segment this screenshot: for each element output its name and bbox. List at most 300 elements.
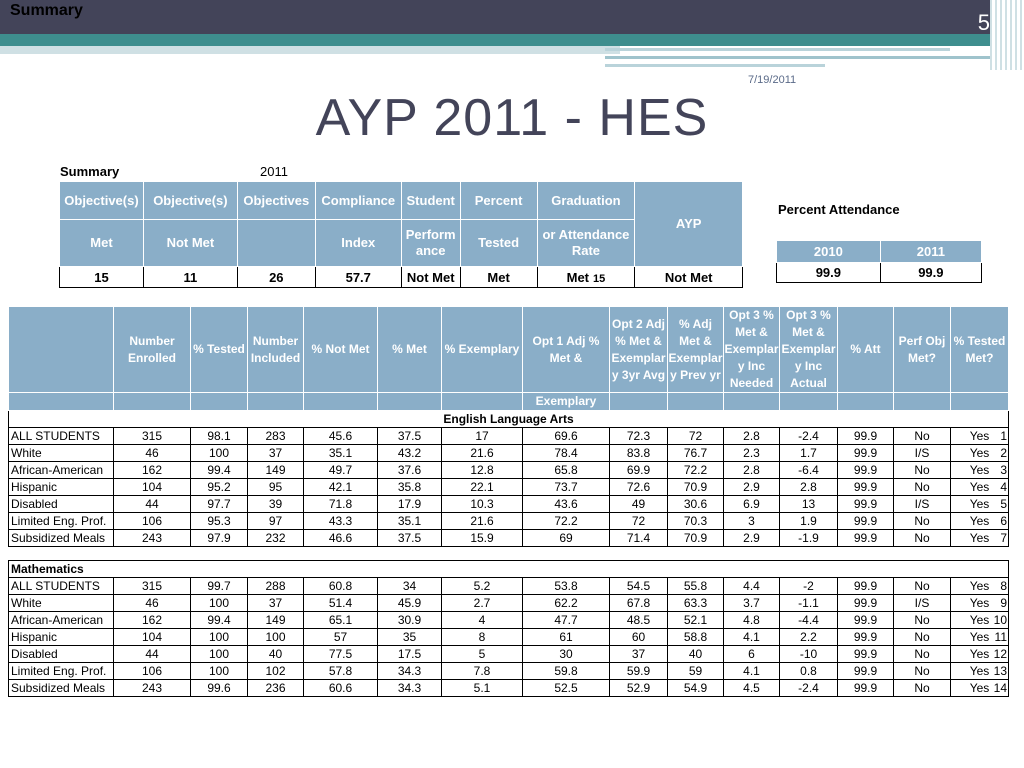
table-cell: 54.9 [668, 680, 724, 697]
table-row [9, 530, 1009, 547]
table-cell: 95.2 [191, 479, 248, 496]
column-header: % Exemplary [442, 307, 523, 393]
table-cell: 49.7 [304, 462, 378, 479]
row-group-label: Limited Eng. Prof. [9, 663, 114, 680]
slide-number: 5 [977, 10, 990, 35]
table-cell: 44 [114, 496, 191, 513]
table-cell: 45.6 [304, 428, 378, 445]
table-cell: I/S [894, 445, 951, 462]
table-cell: 51.4 [304, 595, 378, 612]
table-row [9, 462, 1009, 479]
summary-value: 57.7 [315, 267, 401, 288]
table-row [9, 513, 1009, 530]
summary-header-cell: Percent [460, 182, 537, 220]
table-cell: 49 [610, 496, 668, 513]
table-cell: 37 [610, 646, 668, 663]
table-cell: 57 [304, 629, 378, 646]
summary-header-ayp: AYP [635, 182, 743, 267]
table-row [9, 629, 1009, 646]
tested-met-value: Yes [969, 613, 990, 627]
table-cell: 162 [114, 612, 191, 629]
summary-table [59, 181, 743, 288]
table-cell: 21.6 [442, 513, 523, 530]
table-cell: 72 [610, 513, 668, 530]
tested-met-cell [951, 612, 1009, 629]
row-group-label: White [9, 445, 114, 462]
header-stripes [990, 0, 1024, 70]
table-cell: 44 [114, 646, 191, 663]
summary-value: Not Met [401, 267, 460, 288]
tested-met-cell [951, 496, 1009, 513]
summary-header-cell [237, 220, 315, 267]
column-header-sub: Exemplary [523, 393, 610, 411]
tested-met-cell [951, 629, 1009, 646]
table-cell: 42.1 [304, 479, 378, 496]
tested-met-value: Yes [969, 514, 990, 528]
table-cell: 1.7 [780, 445, 838, 462]
table-cell: 2.9 [724, 479, 780, 496]
table-cell: 17 [442, 428, 523, 445]
table-cell: 54.5 [610, 578, 668, 595]
table-cell: 7.8 [442, 663, 523, 680]
summary-header-cell: Objectives [237, 182, 315, 220]
table-cell: 99.9 [838, 445, 894, 462]
row-index: 10 [993, 613, 1007, 627]
table-cell: 99.9 [838, 513, 894, 530]
row-group-label: African-American [9, 462, 114, 479]
row-index: 5 [1000, 497, 1007, 511]
table-row [9, 646, 1009, 663]
attendance-value: 99.9 [777, 263, 881, 283]
table-cell: 2.9 [724, 530, 780, 547]
row-index: 11 [994, 630, 1007, 644]
tested-met-value: Yes [969, 664, 990, 678]
row-group-label: Disabled [9, 646, 114, 663]
attendance-year: 2011 [880, 241, 981, 263]
table-cell: 46 [114, 595, 191, 612]
table-cell: 98.1 [191, 428, 248, 445]
summary-header-cell: Index [315, 220, 401, 267]
table-cell: 100 [191, 663, 248, 680]
table-cell: 100 [191, 646, 248, 663]
table-cell: 99.9 [838, 629, 894, 646]
table-cell: 4.4 [724, 578, 780, 595]
table-cell: 47.7 [523, 612, 610, 629]
table-cell: 61 [523, 629, 610, 646]
summary-value-graduation [537, 267, 635, 288]
table-cell: 6 [724, 646, 780, 663]
row-group-label: Subsidized Meals [9, 530, 114, 547]
table-row [9, 612, 1009, 629]
table-cell: 2.7 [442, 595, 523, 612]
table-cell: 97.9 [191, 530, 248, 547]
column-header: Opt 3 % Met & Exemplar y Inc Actual [780, 307, 838, 393]
table-cell: 4.1 [724, 629, 780, 646]
math-rows [9, 578, 1009, 697]
table-cell: 53.8 [523, 578, 610, 595]
table-cell: No [894, 428, 951, 445]
column-header: % Tested Met? [951, 307, 1009, 393]
summary-header-cell: Tested [460, 220, 537, 267]
table-cell: 72.6 [610, 479, 668, 496]
tested-met-value: Yes [969, 630, 990, 644]
row-group-label: Hispanic [9, 479, 114, 496]
table-cell: 70.3 [668, 513, 724, 530]
summary-header-cell: Student [401, 182, 460, 220]
column-header [9, 307, 114, 393]
table-cell: 72.2 [523, 513, 610, 530]
table-cell: 99.9 [838, 595, 894, 612]
summary-value: 26 [237, 267, 315, 288]
table-cell: 99.9 [838, 680, 894, 697]
table-cell: 69 [523, 530, 610, 547]
row-index: 1 [1000, 429, 1007, 443]
table-cell: 99.9 [838, 578, 894, 595]
table-cell: 34 [378, 578, 442, 595]
table-cell: 67.8 [610, 595, 668, 612]
table-cell: 4.1 [724, 663, 780, 680]
table-cell: 8 [442, 629, 523, 646]
table-cell: 236 [248, 680, 304, 697]
row-index: 9 [1000, 596, 1007, 610]
table-cell: 99.9 [838, 479, 894, 496]
row-group-label: Hispanic [9, 629, 114, 646]
table-cell: 99.9 [838, 428, 894, 445]
column-header: % Tested [191, 307, 248, 393]
table-row [9, 479, 1009, 496]
table-cell: No [894, 663, 951, 680]
table-cell: 30.9 [378, 612, 442, 629]
table-cell: 5.1 [442, 680, 523, 697]
table-cell: 104 [114, 629, 191, 646]
column-header: Opt 3 % Met & Exemplar y Inc Needed [724, 307, 780, 393]
tested-met-cell [951, 462, 1009, 479]
table-cell: 232 [248, 530, 304, 547]
header-light-band [0, 46, 620, 54]
table-cell: 99.6 [191, 680, 248, 697]
table-cell: 37 [248, 595, 304, 612]
table-cell: 2.8 [724, 428, 780, 445]
table-cell: 4 [442, 612, 523, 629]
table-cell: 99.4 [191, 462, 248, 479]
table-cell: 100 [191, 595, 248, 612]
table-cell: 12.8 [442, 462, 523, 479]
table-cell: 99.7 [191, 578, 248, 595]
table-cell: -10 [780, 646, 838, 663]
table-cell: 65.1 [304, 612, 378, 629]
table-cell: 0.8 [780, 663, 838, 680]
section-spacer [9, 547, 1009, 561]
summary-header-cell: Objective(s) [60, 182, 144, 220]
row-index: 14 [993, 681, 1007, 695]
table-cell: 13 [780, 496, 838, 513]
table-cell: 40 [668, 646, 724, 663]
table-cell: 30.6 [668, 496, 724, 513]
row-index: 6 [1000, 514, 1007, 528]
row-index: 2 [1000, 446, 1007, 460]
table-cell: 100 [191, 629, 248, 646]
table-cell: No [894, 646, 951, 663]
table-cell: 37.6 [378, 462, 442, 479]
tested-met-value: Yes [969, 531, 990, 545]
tested-met-cell [951, 445, 1009, 462]
tested-met-cell [951, 595, 1009, 612]
table-cell: -2 [780, 578, 838, 595]
table-cell: 52.9 [610, 680, 668, 697]
table-cell: I/S [894, 595, 951, 612]
table-cell: 100 [248, 629, 304, 646]
table-cell: 149 [248, 612, 304, 629]
row-group-label: African-American [9, 612, 114, 629]
table-cell: 59 [668, 663, 724, 680]
table-cell: 6.9 [724, 496, 780, 513]
table-cell: 70.9 [668, 479, 724, 496]
table-cell: 76.7 [668, 445, 724, 462]
table-cell: 35.1 [378, 513, 442, 530]
table-cell: 65.8 [523, 462, 610, 479]
summary-heading: Summary [60, 164, 120, 179]
summary-grad-value: Met [566, 269, 590, 285]
column-header: Perf Obj Met? [894, 307, 951, 393]
table-cell: 78.4 [523, 445, 610, 462]
summary-header-cell: Compliance [315, 182, 401, 220]
table-cell: No [894, 629, 951, 646]
table-cell: 73.7 [523, 479, 610, 496]
table-cell: 5.2 [442, 578, 523, 595]
slide-section-label: Summary [10, 2, 83, 19]
tested-met-value: Yes [969, 429, 990, 443]
ela-rows [9, 428, 1009, 547]
table-cell: 99.9 [838, 663, 894, 680]
table-cell: 34.3 [378, 680, 442, 697]
table-cell: 10.3 [442, 496, 523, 513]
column-header: % Adj Met & Exemplar y Prev yr [668, 307, 724, 393]
row-group-label: Subsidized Meals [9, 680, 114, 697]
header-accent-band [0, 34, 1024, 46]
table-cell: 59.9 [610, 663, 668, 680]
row-index: 13 [993, 664, 1007, 678]
table-cell: -1.1 [780, 595, 838, 612]
attendance-year: 2010 [777, 241, 881, 263]
attendance-heading: Percent Attendance [778, 202, 900, 217]
column-header: % Met [378, 307, 442, 393]
table-cell: 2.2 [780, 629, 838, 646]
table-row [9, 663, 1009, 680]
tested-met-cell [951, 530, 1009, 547]
table-cell: 43.3 [304, 513, 378, 530]
table-cell: 71.4 [610, 530, 668, 547]
table-cell: 52.5 [523, 680, 610, 697]
table-cell: 40 [248, 646, 304, 663]
table-cell: 22.1 [442, 479, 523, 496]
table-cell: 99.4 [191, 612, 248, 629]
table-cell: 2.3 [724, 445, 780, 462]
table-cell: 45.9 [378, 595, 442, 612]
table-cell: 43.2 [378, 445, 442, 462]
table-cell: 83.8 [610, 445, 668, 462]
table-cell: 4.5 [724, 680, 780, 697]
table-cell: 162 [114, 462, 191, 479]
column-header: Number Enrolled [114, 307, 191, 393]
attendance-table [776, 240, 982, 283]
table-cell: 35.1 [304, 445, 378, 462]
table-cell: 149 [248, 462, 304, 479]
table-cell: 70.9 [668, 530, 724, 547]
table-cell: 99.9 [838, 612, 894, 629]
table-cell: 55.8 [668, 578, 724, 595]
table-cell: 100 [191, 445, 248, 462]
summary-value: Met [460, 267, 537, 288]
table-cell: 21.6 [442, 445, 523, 462]
table-cell: 104 [114, 479, 191, 496]
header-band [0, 0, 1024, 34]
table-cell: 43.6 [523, 496, 610, 513]
table-cell: 69.9 [610, 462, 668, 479]
tested-met-cell [951, 479, 1009, 496]
tested-met-value: Yes [969, 446, 990, 460]
table-cell: 37 [248, 445, 304, 462]
table-cell: -2.4 [780, 428, 838, 445]
summary-value: 15 [60, 267, 144, 288]
table-cell: 283 [248, 428, 304, 445]
table-cell: 99.9 [838, 646, 894, 663]
table-row [9, 595, 1009, 612]
table-cell: -4.4 [780, 612, 838, 629]
summary-header-cell: Not Met [143, 220, 237, 267]
summary-header-cell: Perform ance [401, 220, 460, 267]
tested-met-value: Yes [969, 480, 990, 494]
table-cell: -2.4 [780, 680, 838, 697]
table-cell: 2.8 [780, 479, 838, 496]
table-cell: 97 [248, 513, 304, 530]
table-cell: 35 [378, 629, 442, 646]
summary-header-cell: or Attendance Rate [537, 220, 635, 267]
header-line-decoration [605, 46, 1024, 70]
column-header: Opt 2 Adj % Met & Exemplar y 3yr Avg [610, 307, 668, 393]
row-group-label: Limited Eng. Prof. [9, 513, 114, 530]
row-group-label: Disabled [9, 496, 114, 513]
column-header: % Att [838, 307, 894, 393]
table-cell: -6.4 [780, 462, 838, 479]
table-cell: -1.9 [780, 530, 838, 547]
summary-header-cell: Objective(s) [143, 182, 237, 220]
summary-value: 11 [143, 267, 237, 288]
tested-met-cell [951, 578, 1009, 595]
table-cell: 34.3 [378, 663, 442, 680]
row-index: 4 [1000, 480, 1007, 494]
tested-met-value: Yes [969, 647, 990, 661]
table-cell: No [894, 479, 951, 496]
row-group-label: White [9, 595, 114, 612]
table-cell: 99.9 [838, 496, 894, 513]
tested-met-cell [951, 663, 1009, 680]
summary-header-cell: Graduation [537, 182, 635, 220]
row-index: 8 [1000, 579, 1007, 593]
table-cell: 288 [248, 578, 304, 595]
table-cell: 52.1 [668, 612, 724, 629]
slide-date: 7/19/2011 [748, 74, 797, 86]
table-cell: 71.8 [304, 496, 378, 513]
tested-met-cell [951, 513, 1009, 530]
table-cell: 2.8 [724, 462, 780, 479]
table-cell: 3.7 [724, 595, 780, 612]
summary-header-cell: Met [60, 220, 144, 267]
table-cell: 37.5 [378, 428, 442, 445]
attendance-value: 99.9 [880, 263, 981, 283]
summary-value-ayp: Not Met [635, 267, 743, 288]
table-cell: 77.5 [304, 646, 378, 663]
table-cell: 15.9 [442, 530, 523, 547]
table-cell: 48.5 [610, 612, 668, 629]
row-index: 3 [1000, 463, 1007, 477]
row-group-label: ALL STUDENTS [9, 428, 114, 445]
table-row [9, 445, 1009, 462]
table-cell: 46 [114, 445, 191, 462]
table-cell: No [894, 680, 951, 697]
tested-met-cell [951, 428, 1009, 445]
table-cell: 97.7 [191, 496, 248, 513]
table-cell: 58.8 [668, 629, 724, 646]
page-title: AYP 2011 - HES [315, 89, 709, 147]
table-cell: No [894, 513, 951, 530]
tested-met-value: Yes [969, 463, 990, 477]
table-row [9, 578, 1009, 595]
table-cell: 17.9 [378, 496, 442, 513]
column-header: Number Included [248, 307, 304, 393]
table-cell: 243 [114, 680, 191, 697]
table-cell: 102 [248, 663, 304, 680]
table-cell: 99.9 [838, 530, 894, 547]
summary-grad-note: 15 [593, 272, 606, 285]
table-cell: No [894, 462, 951, 479]
table-cell: 99.9 [838, 462, 894, 479]
table-cell: 3 [724, 513, 780, 530]
table-cell: 35.8 [378, 479, 442, 496]
table-cell: 72.3 [610, 428, 668, 445]
table-cell: 63.3 [668, 595, 724, 612]
table-cell: 30 [523, 646, 610, 663]
column-header: Opt 1 Adj % Met & [523, 307, 610, 393]
table-cell: 72 [668, 428, 724, 445]
table-cell: 106 [114, 663, 191, 680]
table-row [9, 680, 1009, 697]
table-cell: 59.8 [523, 663, 610, 680]
table-cell: 39 [248, 496, 304, 513]
summary-year: 2011 [260, 164, 288, 179]
tested-met-cell [951, 680, 1009, 697]
table-cell: No [894, 612, 951, 629]
tested-met-value: Yes [969, 579, 990, 593]
table-cell: 1.9 [780, 513, 838, 530]
section-heading-ela: English Language Arts [9, 411, 1009, 428]
tested-met-value: Yes [969, 596, 990, 610]
row-group-label: ALL STUDENTS [9, 578, 114, 595]
table-row [9, 428, 1009, 445]
table-row [9, 496, 1009, 513]
table-cell: 5 [442, 646, 523, 663]
table-cell: No [894, 530, 951, 547]
section-heading-math: Mathematics [9, 561, 1009, 578]
row-index: 12 [993, 647, 1007, 661]
table-cell: 95.3 [191, 513, 248, 530]
table-cell: 95 [248, 479, 304, 496]
subgroup-data-table [8, 306, 1009, 697]
table-cell: 106 [114, 513, 191, 530]
table-cell: 46.6 [304, 530, 378, 547]
table-cell: 315 [114, 578, 191, 595]
column-header: % Not Met [304, 307, 378, 393]
table-cell: 243 [114, 530, 191, 547]
